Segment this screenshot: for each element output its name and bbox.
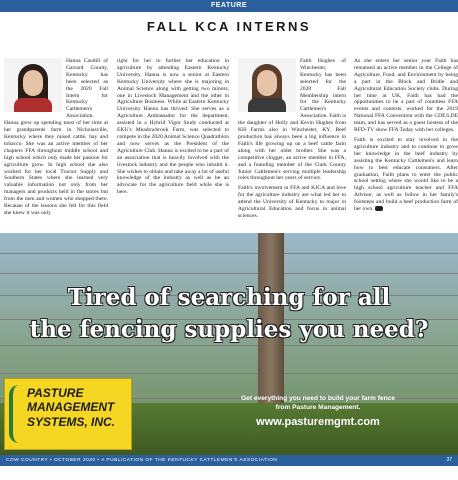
logo-line-2: MANAGEMENT (27, 400, 115, 414)
ad-website-link[interactable]: www.pasturemgmt.com (256, 416, 380, 428)
ad-headline-line-1: Tired of searching for all (67, 284, 391, 311)
section-label: FEATURE (210, 2, 248, 9)
faith-bio-closing: Faith is excited to stay involved in the agriculture industry and to continue to grow her knowledge in the beef industry by assisting the Kentucky Cattlemen's and learn how to best educate consumers. After graduation, Faith plans to enter the public school setting where she would like to be a high school agriculture teacher and FFA Advisor, as well as follow in her family's footsteps and build a beef production farm of her own. (354, 136, 458, 213)
faith-bio-paragraph-2: Faith's involvement in FFA and KJCA and love for the agriculture industry are what led her to attend the University of Kentucky to major in Agricultural Education and focus in animal sciences. (238, 185, 346, 219)
pasture-management-logo[interactable] (4, 378, 132, 450)
ad-headline-line-2: the fencing supplies you need? (29, 316, 429, 343)
footer-publication-info: COW COUNTRY • OCTOBER 2020 • A PUBLICATION OF THE KENTUCKY CATTLEMEN'S ASSOCIATION (6, 458, 278, 463)
hanna-bio-continued: right for her to further her education in agriculture by attending Eastern Kentucky University. Hanna is now a senior at Eastern Kentucky University where she is majoring in Animal Science along with getting two minors, one in Livestock Management and the other in Agriculture Business. While at Eastern Kentucky University Hanna has thrived. She serves as a Agriculture Ambassador for the department, assisted in a Hybrid Vigor Study conducted at EKU's Meadowbrook Farm, was selected to compete in the 2020 Animal Science Quadrathlon and now serves as the President of the Agriculture Club. Hanna is excited to be a part of an association that is heavily involved with the livestock industry and the people who inhabit it. She wishes to obtain and take away a lot of useful knowledge of the industry as well as be an advocate for the agriculture field while she is here. (117, 58, 229, 196)
logo-line-3: SYSTEMS, INC. (27, 415, 116, 429)
article-column-4 (354, 58, 458, 216)
hanna-bio-paragraph: Hanna Caudill of Garrard County, Kentucky has been selected as the 2020 Fall Intern for Kentucky Cattlemen's Association. Hanna grew up spending most of her time at her grandparents farm in Nicholasville, Kentucky where they raised cattle, hay and tobacco. She was an active member of her chapters FFA throughout middle school and high school which only made her passion for agriculture grow. In high school she also worked for her local Tractor Supply and Southern States where she learned very valuable information not only from her managers and products held in the stores but from the men and women who shopped there. Because of the lessons she felt for this field she knew it was only (4, 58, 108, 216)
faith-bio-continued: As she enters her senior year Faith has remained an active member in the College of Agriculture, Food, and Environment by being a part in the Block and Bridle and Agricultural Education Society clubs. During her time at UK, Faith has had the opportunities to be a part of countless FFA events and contests, worked for the 2019 National FFA Convention with the CDE/LDE team, and has served as a guest hostess of the RFD-TV show FFA Today with her colleges. (354, 58, 458, 134)
page-number: 37 (446, 457, 452, 463)
logo-line-1: PASTURE (27, 386, 84, 400)
faith-bio-paragraph: Faith Hughes of Winchester, Kentucky has been selected for the 2020 Fall Membership intern for the Kentucky Cattlemen's Association. Faith is the daughter of Holly and Kevin Hughes from KH Farms also in Winchester, KY. Beef production has always been a big influence in Faith's life growing up on a beef cattle farm along with her older brother. She was a competitive clogger, an active member in FFA, and a founding member of the Clark County Junior Cattlemen's serving multiple leadership roles throughout her years of service. (238, 58, 346, 182)
faith-hughes-photo (238, 58, 296, 112)
article-column-2 (117, 58, 229, 199)
logo-swoosh-icon (9, 385, 27, 443)
hanna-caudill-photo (4, 58, 62, 112)
page-title: FALL KCA INTERNS (146, 19, 312, 34)
article-column-1 (4, 58, 108, 220)
article-column-3 (238, 58, 346, 223)
ad-tagline: Get everything you need to build your farm fence from Pasture Management. (241, 395, 395, 411)
cow-end-mark-icon (375, 206, 383, 211)
